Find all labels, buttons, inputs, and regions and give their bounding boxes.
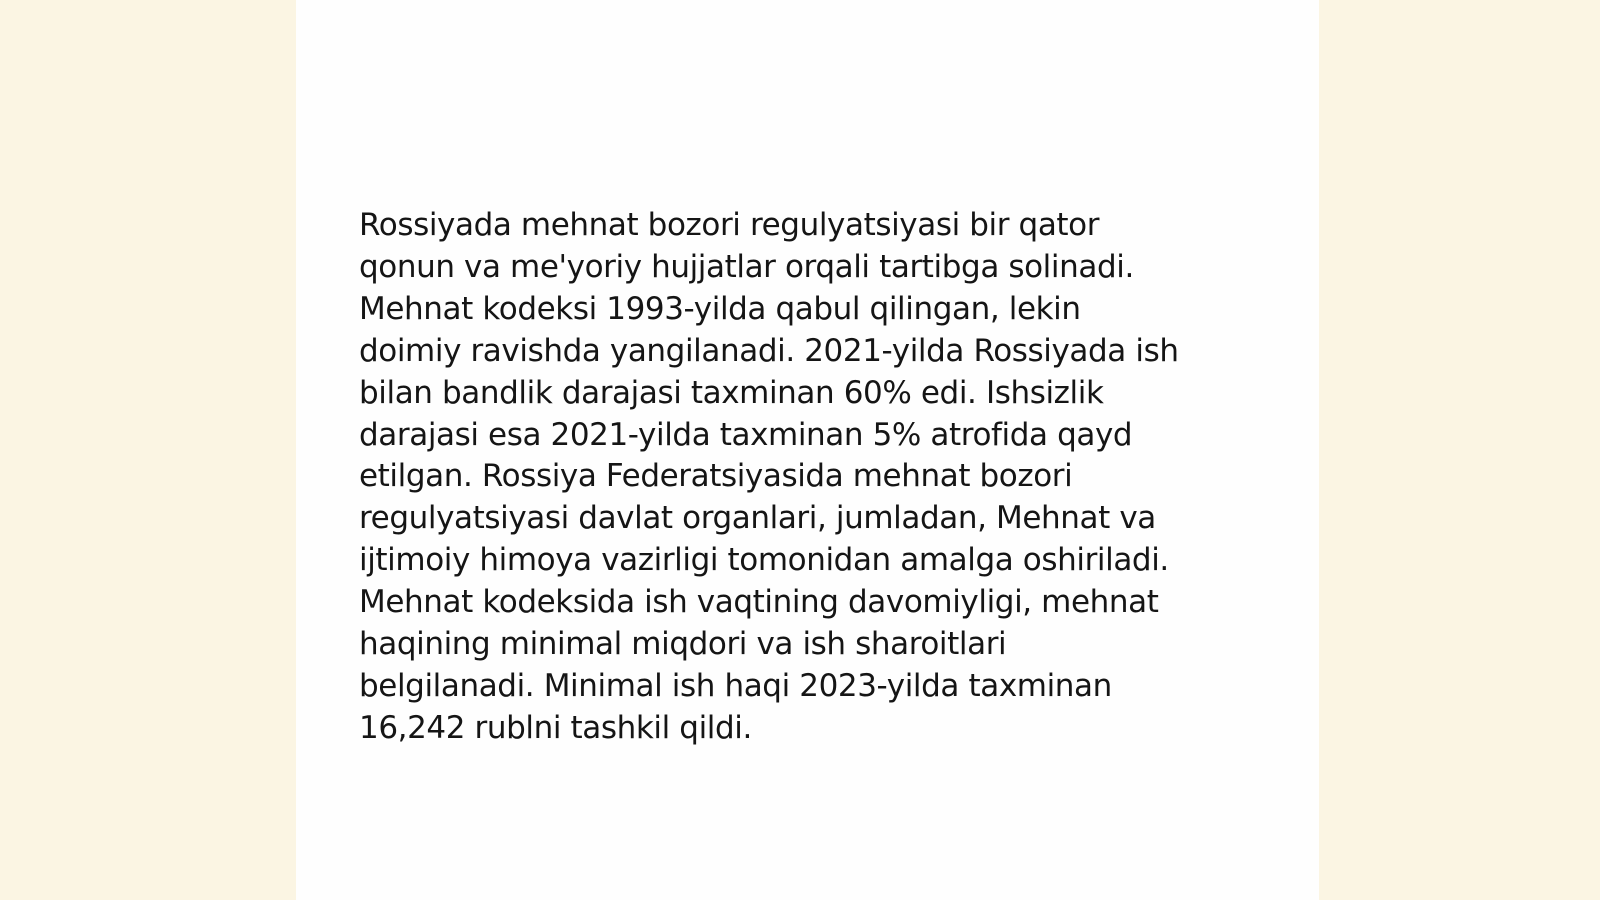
paragraph-line: regulyatsiyasi davlat organlari, jumladan, Mehnat va (359, 500, 1156, 537)
paragraph-line: doimiy ravishda yangilanadi. 2021-yilda Rossiyada ish (359, 332, 1179, 369)
paragraph-line: etilgan. Rossiya Federatsiyasida mehnat bozori (359, 458, 1073, 495)
paragraph-line: qonun va me'yoriy hujjatlar orqali tartibga solinadi. (359, 248, 1134, 285)
paragraph-line: bilan bandlik darajasi taxminan 60% edi. Ishsizlik (359, 374, 1104, 411)
paragraph-line: darajasi esa 2021-yilda taxminan 5% atrofida qayd (359, 416, 1133, 453)
paragraph-line: Mehnat kodeksida ish vaqtining davomiyligi, mehnat (359, 584, 1159, 621)
paragraph-line: Mehnat kodeksi 1993-yilda qabul qilingan, lekin (359, 290, 1081, 327)
body-paragraph (359, 205, 1259, 750)
left-margin-panel (0, 0, 296, 900)
paragraph-line: haqining minimal miqdori va ish sharoitlari (359, 626, 1007, 663)
document-page (296, 0, 1319, 900)
paragraph-line: Rossiyada mehnat bozori regulyatsiyasi bir qator (359, 207, 1100, 243)
paragraph-line: ijtimoiy himoya vazirligi tomonidan amalga oshiriladi. (359, 542, 1169, 579)
paragraph-line: belgilanadi. Minimal ish haqi 2023-yilda taxminan (359, 667, 1112, 704)
right-margin-panel (1319, 0, 1600, 900)
paragraph-line: 16,242 rublni tashkil qildi. (359, 709, 752, 746)
